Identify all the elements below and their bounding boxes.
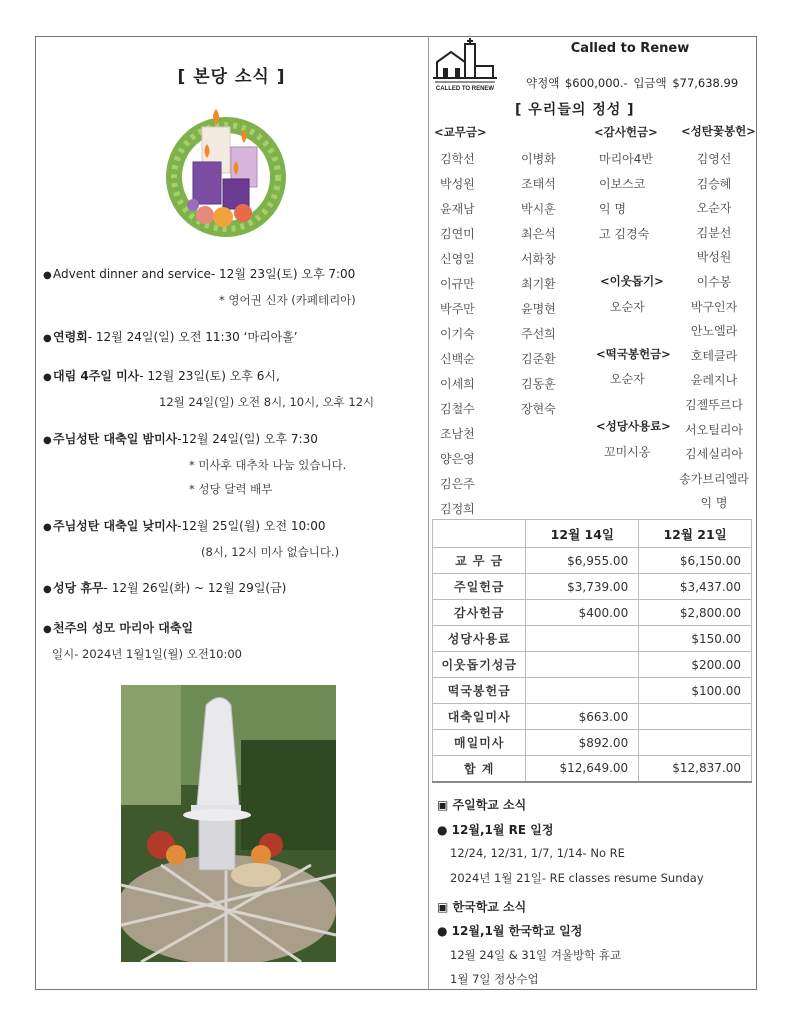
donor-name: 신영일	[440, 252, 475, 266]
donor-name: 김정희	[440, 502, 475, 516]
row-label: 합 계	[433, 756, 526, 782]
bullet-icon: ●	[43, 333, 52, 344]
amount-cell: $3,739.00	[526, 574, 639, 600]
donor-name: 이병화	[521, 152, 556, 166]
donor-name: 박구인자	[690, 299, 738, 314]
donor-name: 오순자	[696, 201, 732, 216]
bullet-icon: ●	[43, 270, 52, 281]
donor-name: 박시훈	[521, 202, 556, 216]
parish-news-title: [ 본당 소식 ]	[177, 67, 286, 87]
amount-cell: $3,437.00	[639, 574, 752, 600]
donor-name: 양은영	[440, 452, 475, 466]
donor-name: 최은석	[521, 227, 556, 241]
donor-name: 이보스코	[599, 177, 646, 191]
notice-subline: * 성당 달력 배부	[189, 482, 273, 496]
row-label: 대축일미사	[433, 704, 526, 730]
donor-name: 이규만	[440, 277, 475, 291]
bullet-icon: ●	[43, 624, 52, 635]
amount-cell: $6,150.00	[639, 548, 752, 574]
amount-cell	[526, 678, 639, 704]
bullet-icon: ●	[43, 372, 52, 383]
amount-cell	[526, 626, 639, 652]
row-label: 이웃돕기성금	[433, 652, 526, 678]
donor-name: 이기숙	[440, 327, 475, 341]
donor-name: 김준환	[521, 352, 556, 366]
logo-text: CALLED TO RENEW	[435, 86, 495, 92]
donor-name: 주선희	[521, 327, 556, 341]
bullet-icon: ●	[43, 584, 52, 595]
donor-name: 익 명	[700, 496, 728, 511]
pledge-value: $600,000.-	[564, 76, 628, 90]
category-church-use: <성당사용료>	[596, 419, 671, 433]
notice-item	[43, 266, 355, 284]
advent-wreath-illustration	[165, 97, 287, 242]
donor-name: 박성원	[440, 177, 475, 191]
notice-title: Advent dinner and service	[53, 267, 211, 281]
notice-detail: - 12월 26일(화) ~ 12월 29일(금)	[103, 581, 287, 595]
offering-table	[432, 519, 752, 783]
notice-detail: -12월 24일(일) 오후 7:30	[177, 432, 318, 446]
donor-name: 김젤뚜르다	[685, 398, 743, 412]
donor-name: 윤재남	[440, 202, 475, 216]
notice-detail: - 12월 23일(토) 오후 6시,	[139, 369, 280, 383]
notice-subline: * 영어권 신자 (카페테리아)	[219, 293, 356, 307]
amount-cell: $6,955.00	[526, 548, 639, 574]
category-gyomugeum: <교무금>	[434, 125, 487, 139]
notice-title: 연령회	[53, 330, 88, 344]
mary-statue-photo	[121, 685, 336, 962]
offering-title: [ 우리들의 정성 ]	[515, 102, 635, 118]
campaign-amounts	[526, 75, 740, 91]
korean-school-line: 12월 24일 & 31일 겨울방학 휴교	[450, 948, 622, 962]
table-row	[433, 730, 752, 756]
amount-cell: $12,649.00	[526, 756, 639, 782]
donor-name: 오순자	[610, 300, 645, 314]
amount-cell: $12,837.00	[639, 756, 752, 782]
amount-cell: $100.00	[639, 678, 752, 704]
amount-cell: $400.00	[526, 600, 639, 626]
donor-name: 조남천	[440, 427, 475, 441]
notice-title: 대림 4주일 미사	[53, 369, 140, 383]
notice-title: 주님성탄 대축일 낮미사	[53, 519, 178, 533]
notice-detail: - 12월 23일(토) 오후 7:00	[210, 267, 356, 281]
row-label: 주일헌금	[433, 574, 526, 600]
donor-name: 이세희	[440, 377, 475, 391]
bullet-icon: ●	[43, 522, 52, 533]
table-row	[433, 678, 752, 704]
korean-school-item: ● 12월,1월 한국학교 일정	[437, 924, 583, 938]
donor-name: 김동훈	[521, 377, 556, 391]
donor-name: 마리아4반	[599, 152, 654, 166]
donor-name: 박주만	[440, 302, 475, 316]
notice-title: 천주의 성모 마리아 대축일	[53, 621, 194, 635]
donor-name: 김승혜	[696, 176, 732, 191]
notice-item	[43, 329, 298, 347]
sunday-school-heading: ▣ 주일학교 소식	[437, 798, 527, 812]
row-label: 교 무 금	[433, 548, 526, 574]
notice-subline: 12월 24일(일) 오전 8시, 10시, 오후 12시	[159, 395, 375, 409]
donor-name: 이수봉	[696, 275, 732, 289]
notice-item	[43, 368, 280, 386]
donor-name: 윤레지나	[690, 373, 738, 388]
donor-name: 김세실리아	[685, 447, 743, 462]
amount-cell	[526, 652, 639, 678]
table-col-dec21: 12월 21일	[639, 520, 752, 548]
notice-item	[43, 580, 286, 598]
sunday-school-line: 12/24, 12/31, 1/7, 1/14- No RE	[450, 846, 625, 860]
donor-name: 신백순	[440, 352, 475, 366]
pledge-label: 약정액	[526, 76, 560, 90]
notice-subline: 일시- 2024년 1월1일(월) 오전10:00	[52, 647, 243, 661]
table-row	[433, 756, 752, 782]
table-row	[433, 574, 752, 600]
received-label: 입금액	[633, 76, 667, 90]
notice-item	[43, 431, 318, 449]
category-neighbors: <이웃돕기>	[600, 274, 664, 288]
amount-cell: $663.00	[526, 704, 639, 730]
korean-school-heading: ▣ 한국학교 소식	[437, 900, 527, 914]
donor-name: 장현숙	[521, 402, 556, 416]
received-value: $77,638.99	[672, 76, 739, 90]
table-corner	[433, 520, 526, 548]
notice-detail: -12월 25일(월) 오전 10:00	[177, 519, 326, 533]
amount-cell: $892.00	[526, 730, 639, 756]
donor-name: 김철수	[440, 402, 475, 416]
table-col-dec14: 12월 14일	[526, 520, 639, 548]
donor-name: 서오틸리아	[685, 422, 743, 437]
table-row	[433, 548, 752, 574]
notice-detail: - 12월 24일(일) 오전 11:30 ‘마리아홀’	[87, 330, 298, 344]
category-gamsa: <감사헌금>	[594, 125, 658, 139]
donor-name: 안노엘라	[690, 324, 738, 339]
donor-name: 윤명현	[521, 302, 556, 316]
row-label: 매일미사	[433, 730, 526, 756]
sunday-school-item: ● 12월,1월 RE 일정	[437, 823, 554, 837]
notice-subline: * 미사후 대추차 나눔 있습니다.	[189, 458, 347, 472]
called-to-renew-logo	[433, 38, 497, 92]
donor-name: 최기환	[521, 277, 556, 291]
campaign-title: Called to Renew	[570, 41, 690, 56]
row-label: 떡국봉헌금	[433, 678, 526, 704]
donor-name: 고 김경숙	[599, 227, 650, 241]
sunday-school-line: 2024년 1월 21일- RE classes resume Sunday	[450, 871, 704, 885]
donor-name: 꼬미시옹	[604, 445, 651, 459]
donor-name: 조태석	[521, 177, 556, 191]
donor-name: 박성원	[696, 250, 732, 265]
category-tteokguk: <떡국봉헌금>	[596, 347, 671, 361]
bullet-icon: ●	[43, 435, 52, 446]
donor-name: 김은주	[440, 477, 475, 491]
notice-item	[43, 518, 326, 536]
donor-name: 김연미	[440, 227, 475, 241]
row-label: 감사헌금	[433, 600, 526, 626]
donor-name: 김분선	[696, 225, 732, 240]
table-row	[433, 600, 752, 626]
donor-name: 서화창	[521, 252, 556, 266]
donor-name: 익 명	[599, 202, 626, 216]
donor-name: 김학선	[440, 152, 475, 166]
notice-title: 주님성탄 대축일 밤미사	[53, 432, 178, 446]
table-row	[433, 652, 752, 678]
category-christmas-flowers: <성탄꽃봉헌>	[681, 124, 756, 138]
column-divider	[428, 36, 429, 990]
donor-name: 송가브리엘라	[679, 471, 749, 486]
notice-title: 성당 휴무	[53, 581, 104, 595]
amount-cell: $2,800.00	[639, 600, 752, 626]
amount-cell	[639, 730, 752, 756]
amount-cell	[639, 704, 752, 730]
amount-cell: $200.00	[639, 652, 752, 678]
donor-name: 김영선	[696, 152, 732, 166]
row-label: 성당사용료	[433, 626, 526, 652]
donor-name: 호테클라	[690, 348, 738, 363]
table-row	[433, 704, 752, 730]
amount-cell: $150.00	[639, 626, 752, 652]
notice-item	[43, 620, 193, 638]
korean-school-line: 1월 7일 정상수업	[450, 972, 539, 986]
table-row	[433, 626, 752, 652]
notice-subline: (8시, 12시 미사 없습니다.)	[201, 545, 340, 559]
donor-name: 오순자	[610, 372, 645, 386]
